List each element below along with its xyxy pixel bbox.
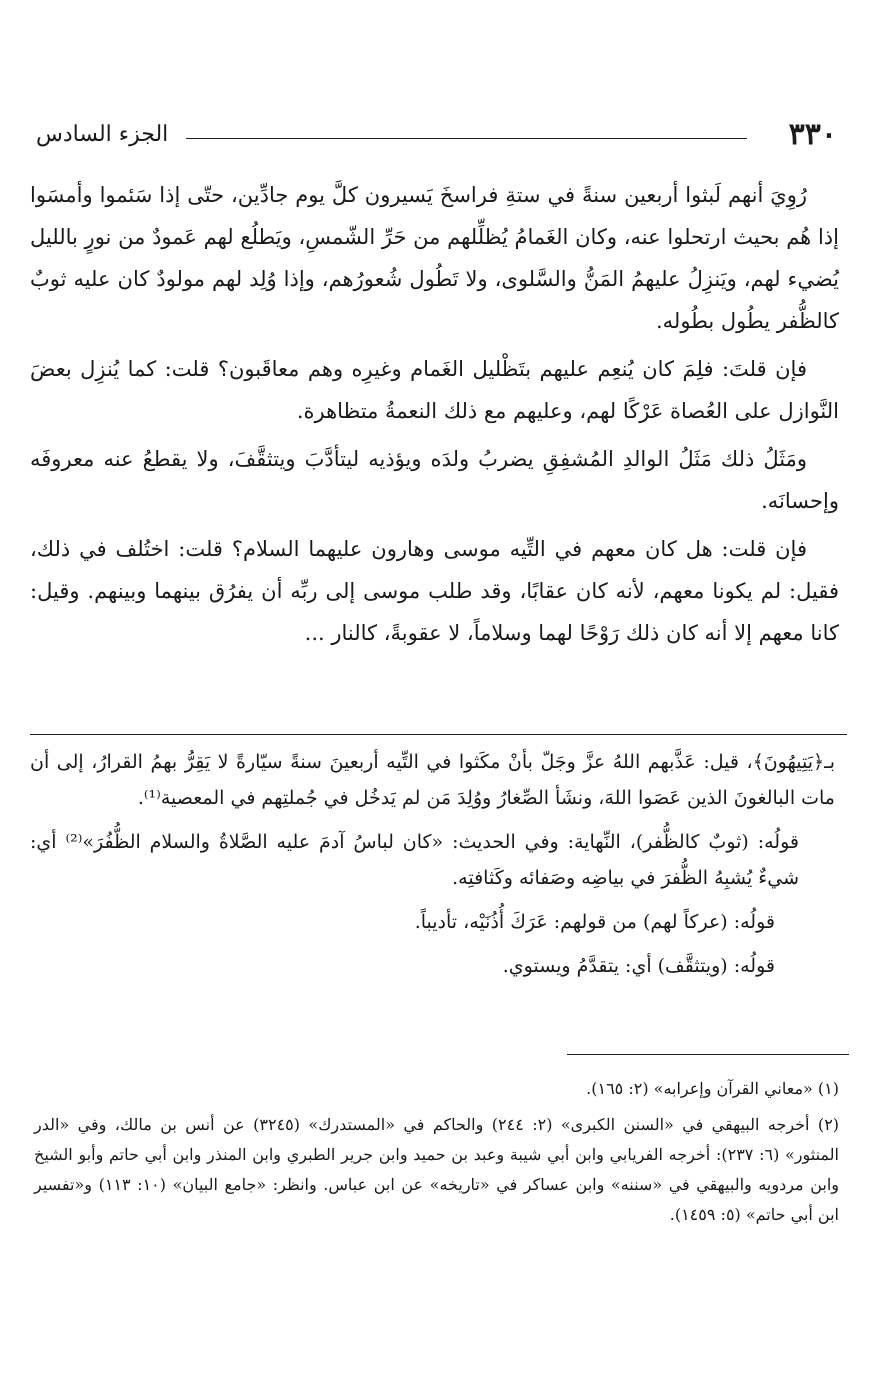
footnotes [34, 1074, 839, 1236]
footnote: (٢) أخرجه البيهقي في «السنن الكبرى» (٢: ٢٤٤) والحاكم في «المستدرك» (٣٢٤٥) عن أنس بن مالك، وفي «الدر المنثور» (٦: ٢٣٧): أخرجه الفريابي وابن أبي شيبة وعبد بن حميد وابن جرير الطبري وابن المنذر وابن أبي حاتم وأبو الشيخ وابن مردويه والبيهقي في «سننه» وابن عساكر في «تاريخه» عن ابن عباس. وانظر: «جامع البيان» (١٠: ١١٣) و«تفسير ابن أبي حاتم» (٥: ١٤٥٩). [34, 1115, 840, 1224]
page-number: ٣٣٠ [788, 117, 837, 152]
part-title: الجزء السادس [36, 122, 169, 147]
main-paragraph: فإن قلتَ: فلِمَ كان يُنعِم عليهم بتَظْليل الغَمام وغيرِه وهم معاقَبون؟ قلت: كما يُنزِل بعضَ النَّوازل على العُصاة عَرْكًا لهم، وعليهم مع ذلك النعمةُ متظاهرة. [30, 357, 839, 423]
main-paragraph: رُوِيَ أنهم لَبثوا أربعين سنةً في ستةِ فراسخَ يَسيرون كلَّ يوم جادِّين، حتّى إذا سَئموا وأمسَوا إذا هُم بحيث ارتحلوا عنه، وكان الغَمامُ يُظلِّلهم من حَرِّ الشّمسِ، ويَطلُع لهم عَمودٌ من نورٍ بالليل يُضيء لهم، ويَنزِلُ عليهمُ المَنُّ والسَّلوى، ولا تَطُول شُعورُهم، وإذا وُلِد لهم مولودٌ كان عليه ثوبٌ كالظُّفر يطُول بطُوله. [30, 183, 839, 333]
main-text [30, 174, 839, 654]
page-header [36, 118, 837, 158]
commentary-paragraph: قولُه: (ثوبٌ كالظُّفر)، النِّهاية: وفي الحديث: «كان لباسُ آدمَ عليه الصَّلاةُ والسلام الظُّفُرَ»⁽²⁾ أي: شيءٌ يُشبِهُ الظُّفرَ في بياضِه وصَفائه وكَثافتِه. [30, 831, 799, 889]
main-paragraph: فإن قلت: هل كان معهم في التِّيه موسى وهارون عليهما السلام؟ قلت: اختُلف في ذلك، فقيل: لم يكونا معهم، لأنه كان عقابًا، وقد طلب موسى إلى ربِّه أن يفرُق بينهما وبينهم. وقيل: كانا معهم إلا أنه كان ذلك رَوْحًا لهما وسلاماً، لا عقوبةً، كالنار ... [30, 537, 839, 645]
header-rule [186, 138, 747, 139]
commentary [30, 744, 835, 992]
commentary-paragraph: قولُه: (عركاً لهم) من قولهم: عَرَكَ أُذُنَيْه، تأديباً. [414, 911, 775, 933]
commentary-paragraph: قولُه: (ويتثقَّف) أي: يتقدَّمُ ويستوي. [502, 955, 775, 977]
commentary-paragraph: بـ﴿يَتِيهُونَ﴾، قيل: عَذَّبهم اللهُ عزَّ وجَلّ بأنْ مكَثوا في التِّيه أربعينَ سنةً سيّارةً لا يَقِرُّ بهمُ القرارُ، إلى أن مات البالغونَ الذين عَصَوا اللهَ، ونشَأ الصِّغارُ ووُلِدَ مَن لم يَدخُل في جُملتِهم في المعصية⁽¹⁾. [30, 751, 835, 809]
commentary-divider [30, 734, 847, 735]
footnote: (١) «معاني القرآن وإعرابه» (٢: ١٦٥). [586, 1079, 839, 1098]
main-paragraph: ومَثَلُ ذلك مَثَلُ الوالدِ المُشفِقِ يضربُ ولدَه ويؤذيه ليتأدَّبَ ويتثقَّفَ، ولا يقطعُ عنه معروفَه وإحسانَه. [30, 447, 839, 513]
footnote-rule [567, 1054, 849, 1055]
